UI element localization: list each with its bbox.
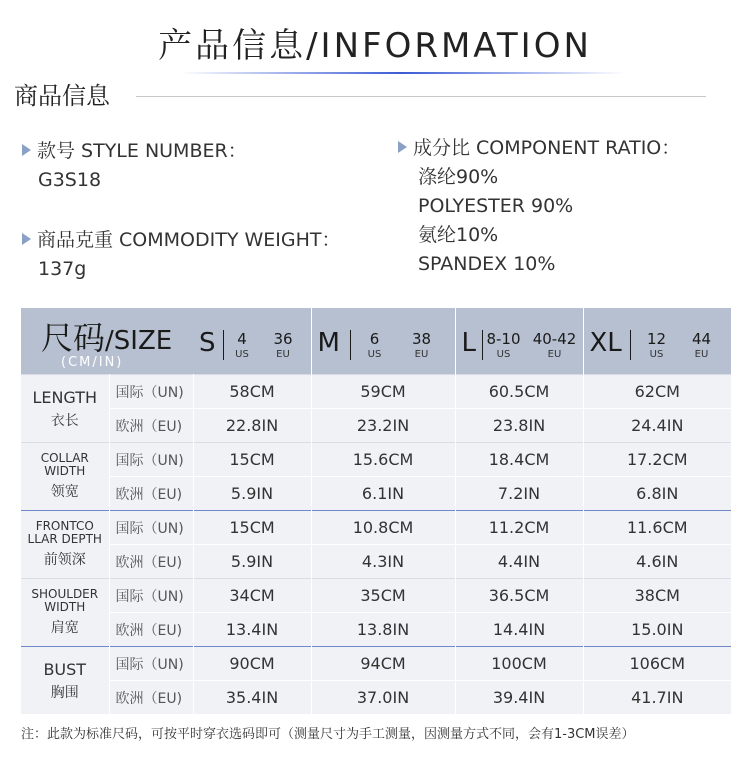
table-cell: 62CM (583, 375, 731, 409)
table-cell: 24.4IN (583, 409, 731, 443)
table-cell: 36.5CM (455, 579, 583, 613)
style-number-block (22, 137, 247, 195)
table-cell: 35CM (311, 579, 455, 613)
table-cell: 14.4IN (455, 613, 583, 647)
measure-label (21, 579, 109, 647)
style-number-label: 款号 STYLE NUMBER： (37, 140, 247, 162)
size-letter: S (199, 328, 216, 358)
measure-label-en: FRONTCO LLAR DEPTH (27, 519, 102, 546)
size-divider (482, 330, 483, 360)
table-cell: 11.2CM (455, 511, 583, 545)
table-cell: 6.8IN (583, 477, 731, 511)
measure-label-en: COLLAR WIDTH (40, 451, 89, 478)
measure-label-cn: 胸围 (50, 684, 79, 701)
table-cell: 59CM (311, 375, 455, 409)
measure-label-en: LENGTH (32, 387, 98, 407)
table-cell: 10.8CM (311, 511, 455, 545)
table-cell: 5.9IN (193, 545, 311, 579)
component-line: 氨纶10% (418, 224, 499, 246)
region-label: 欧洲（EU) (109, 477, 193, 511)
measure-label-cn: 领宽 (50, 484, 79, 500)
section-divider (136, 96, 706, 97)
measure-label (21, 647, 109, 715)
title-underline (180, 72, 624, 74)
page-title: 产品信息/INFORMATION (158, 26, 592, 66)
triangle-bullet-icon (22, 144, 31, 156)
triangle-bullet-icon (398, 141, 407, 153)
table-cell: 15.0IN (583, 613, 731, 647)
measure-label (21, 443, 109, 511)
table-row (21, 545, 731, 579)
size-title-en: /SIZE (105, 325, 173, 356)
table-cell: 38CM (583, 579, 731, 613)
component-line: POLYESTER 90% (418, 195, 574, 217)
measure-label (21, 511, 109, 579)
size-table (21, 308, 731, 714)
component-ratio-label: 成分比 COMPONENT RATIO： (413, 137, 681, 159)
size-m-header (311, 308, 455, 375)
table-cell: 23.8IN (455, 409, 583, 443)
size-divider (350, 330, 351, 360)
size-eu-value: 38 (411, 330, 432, 348)
region-label: 国际（UN) (109, 375, 193, 409)
size-divider (223, 330, 224, 360)
size-us-value: 8-10 (486, 330, 521, 348)
commodity-weight-value: 137g (38, 258, 87, 280)
table-row (21, 409, 731, 443)
size-l-header (455, 308, 583, 375)
table-cell: 7.2IN (455, 477, 583, 511)
size-eu-value: 36 (273, 330, 293, 348)
size-us-value: 6 (369, 330, 380, 348)
size-eu-tag: EU (547, 349, 562, 360)
size-letter: M (317, 328, 340, 358)
size-us-value: 4 (237, 330, 247, 348)
measure-label (21, 375, 109, 443)
table-cell: 4.6IN (583, 545, 731, 579)
table-row (21, 647, 731, 681)
size-us-tag: US (367, 349, 382, 360)
table-cell: 11.6CM (583, 511, 731, 545)
size-xl-header (583, 308, 731, 375)
table-row (21, 375, 731, 409)
table-cell: 13.4IN (193, 613, 311, 647)
style-number-value: G3S18 (38, 169, 102, 191)
triangle-bullet-icon (22, 233, 31, 245)
table-row (21, 613, 731, 647)
region-label: 国际（UN) (109, 443, 193, 477)
size-title-unit: (CM/IN) (61, 354, 124, 370)
size-letter: XL (589, 328, 622, 358)
commodity-weight-block (22, 226, 341, 284)
component-ratio-block (398, 134, 680, 279)
size-header-title (21, 308, 193, 375)
table-row (21, 681, 731, 715)
footnote: 注：此款为标准尺码，可按平时穿衣选码即可（测量尺寸为手工测量，因测量方式不同，会有1-3CM误差） (21, 727, 635, 742)
measure-label-en: SHOULDER WIDTH (31, 587, 99, 614)
table-cell: 37.0IN (311, 681, 455, 715)
table-cell: 4.4IN (455, 545, 583, 579)
size-eu-tag: EU (414, 349, 429, 360)
table-cell: 13.8IN (311, 613, 455, 647)
size-eu-value: 44 (691, 330, 712, 348)
section-heading: 商品信息 (14, 82, 110, 110)
table-cell: 5.9IN (193, 477, 311, 511)
table-cell: 4.3IN (311, 545, 455, 579)
table-cell: 18.4CM (455, 443, 583, 477)
size-divider (630, 330, 631, 360)
table-cell: 58CM (193, 375, 311, 409)
table-cell: 94CM (311, 647, 455, 681)
measure-label-en: BUST (43, 659, 87, 679)
region-label: 欧洲（EU) (109, 545, 193, 579)
region-label: 欧洲（EU) (109, 681, 193, 715)
size-eu-value: 40-42 (532, 330, 577, 348)
table-row (21, 511, 731, 545)
table-cell: 39.4IN (455, 681, 583, 715)
table-cell: 15.6CM (311, 443, 455, 477)
table-cell: 34CM (193, 579, 311, 613)
table-cell: 17.2CM (583, 443, 731, 477)
component-line: SPANDEX 10% (418, 253, 556, 275)
measure-label-cn: 前领深 (43, 552, 86, 568)
measure-label-cn: 肩宽 (50, 620, 79, 636)
size-us-tag: US (496, 349, 511, 360)
size-us-tag: US (649, 349, 664, 360)
size-title-cn: 尺码 (41, 318, 106, 357)
table-cell: 15CM (193, 511, 311, 545)
region-label: 欧洲（EU) (109, 409, 193, 443)
table-cell: 106CM (583, 647, 731, 681)
size-us-value: 12 (646, 330, 667, 348)
component-line: 涤纶90% (418, 166, 499, 188)
table-cell: 60.5CM (455, 375, 583, 409)
table-cell: 100CM (455, 647, 583, 681)
region-label: 国际（UN) (109, 579, 193, 613)
size-letter: L (461, 328, 476, 358)
table-cell: 22.8IN (193, 409, 311, 443)
size-eu-tag: EU (694, 349, 709, 360)
commodity-weight-label: 商品克重 COMMODITY WEIGHT： (37, 229, 341, 251)
table-row (21, 443, 731, 477)
table-cell: 41.7IN (583, 681, 731, 715)
size-s-header (193, 308, 311, 375)
size-header-row (21, 308, 731, 375)
table-cell: 23.2IN (311, 409, 455, 443)
table-row (21, 477, 731, 511)
size-us-tag: US (235, 349, 249, 360)
table-row (21, 579, 731, 613)
region-label: 国际（UN) (109, 511, 193, 545)
table-cell: 6.1IN (311, 477, 455, 511)
table-cell: 90CM (193, 647, 311, 681)
table-cell: 35.4IN (193, 681, 311, 715)
size-eu-tag: EU (276, 349, 290, 360)
table-cell: 15CM (193, 443, 311, 477)
measure-label-cn: 衣长 (50, 412, 79, 429)
region-label: 欧洲（EU) (109, 613, 193, 647)
region-label: 国际（UN) (109, 647, 193, 681)
